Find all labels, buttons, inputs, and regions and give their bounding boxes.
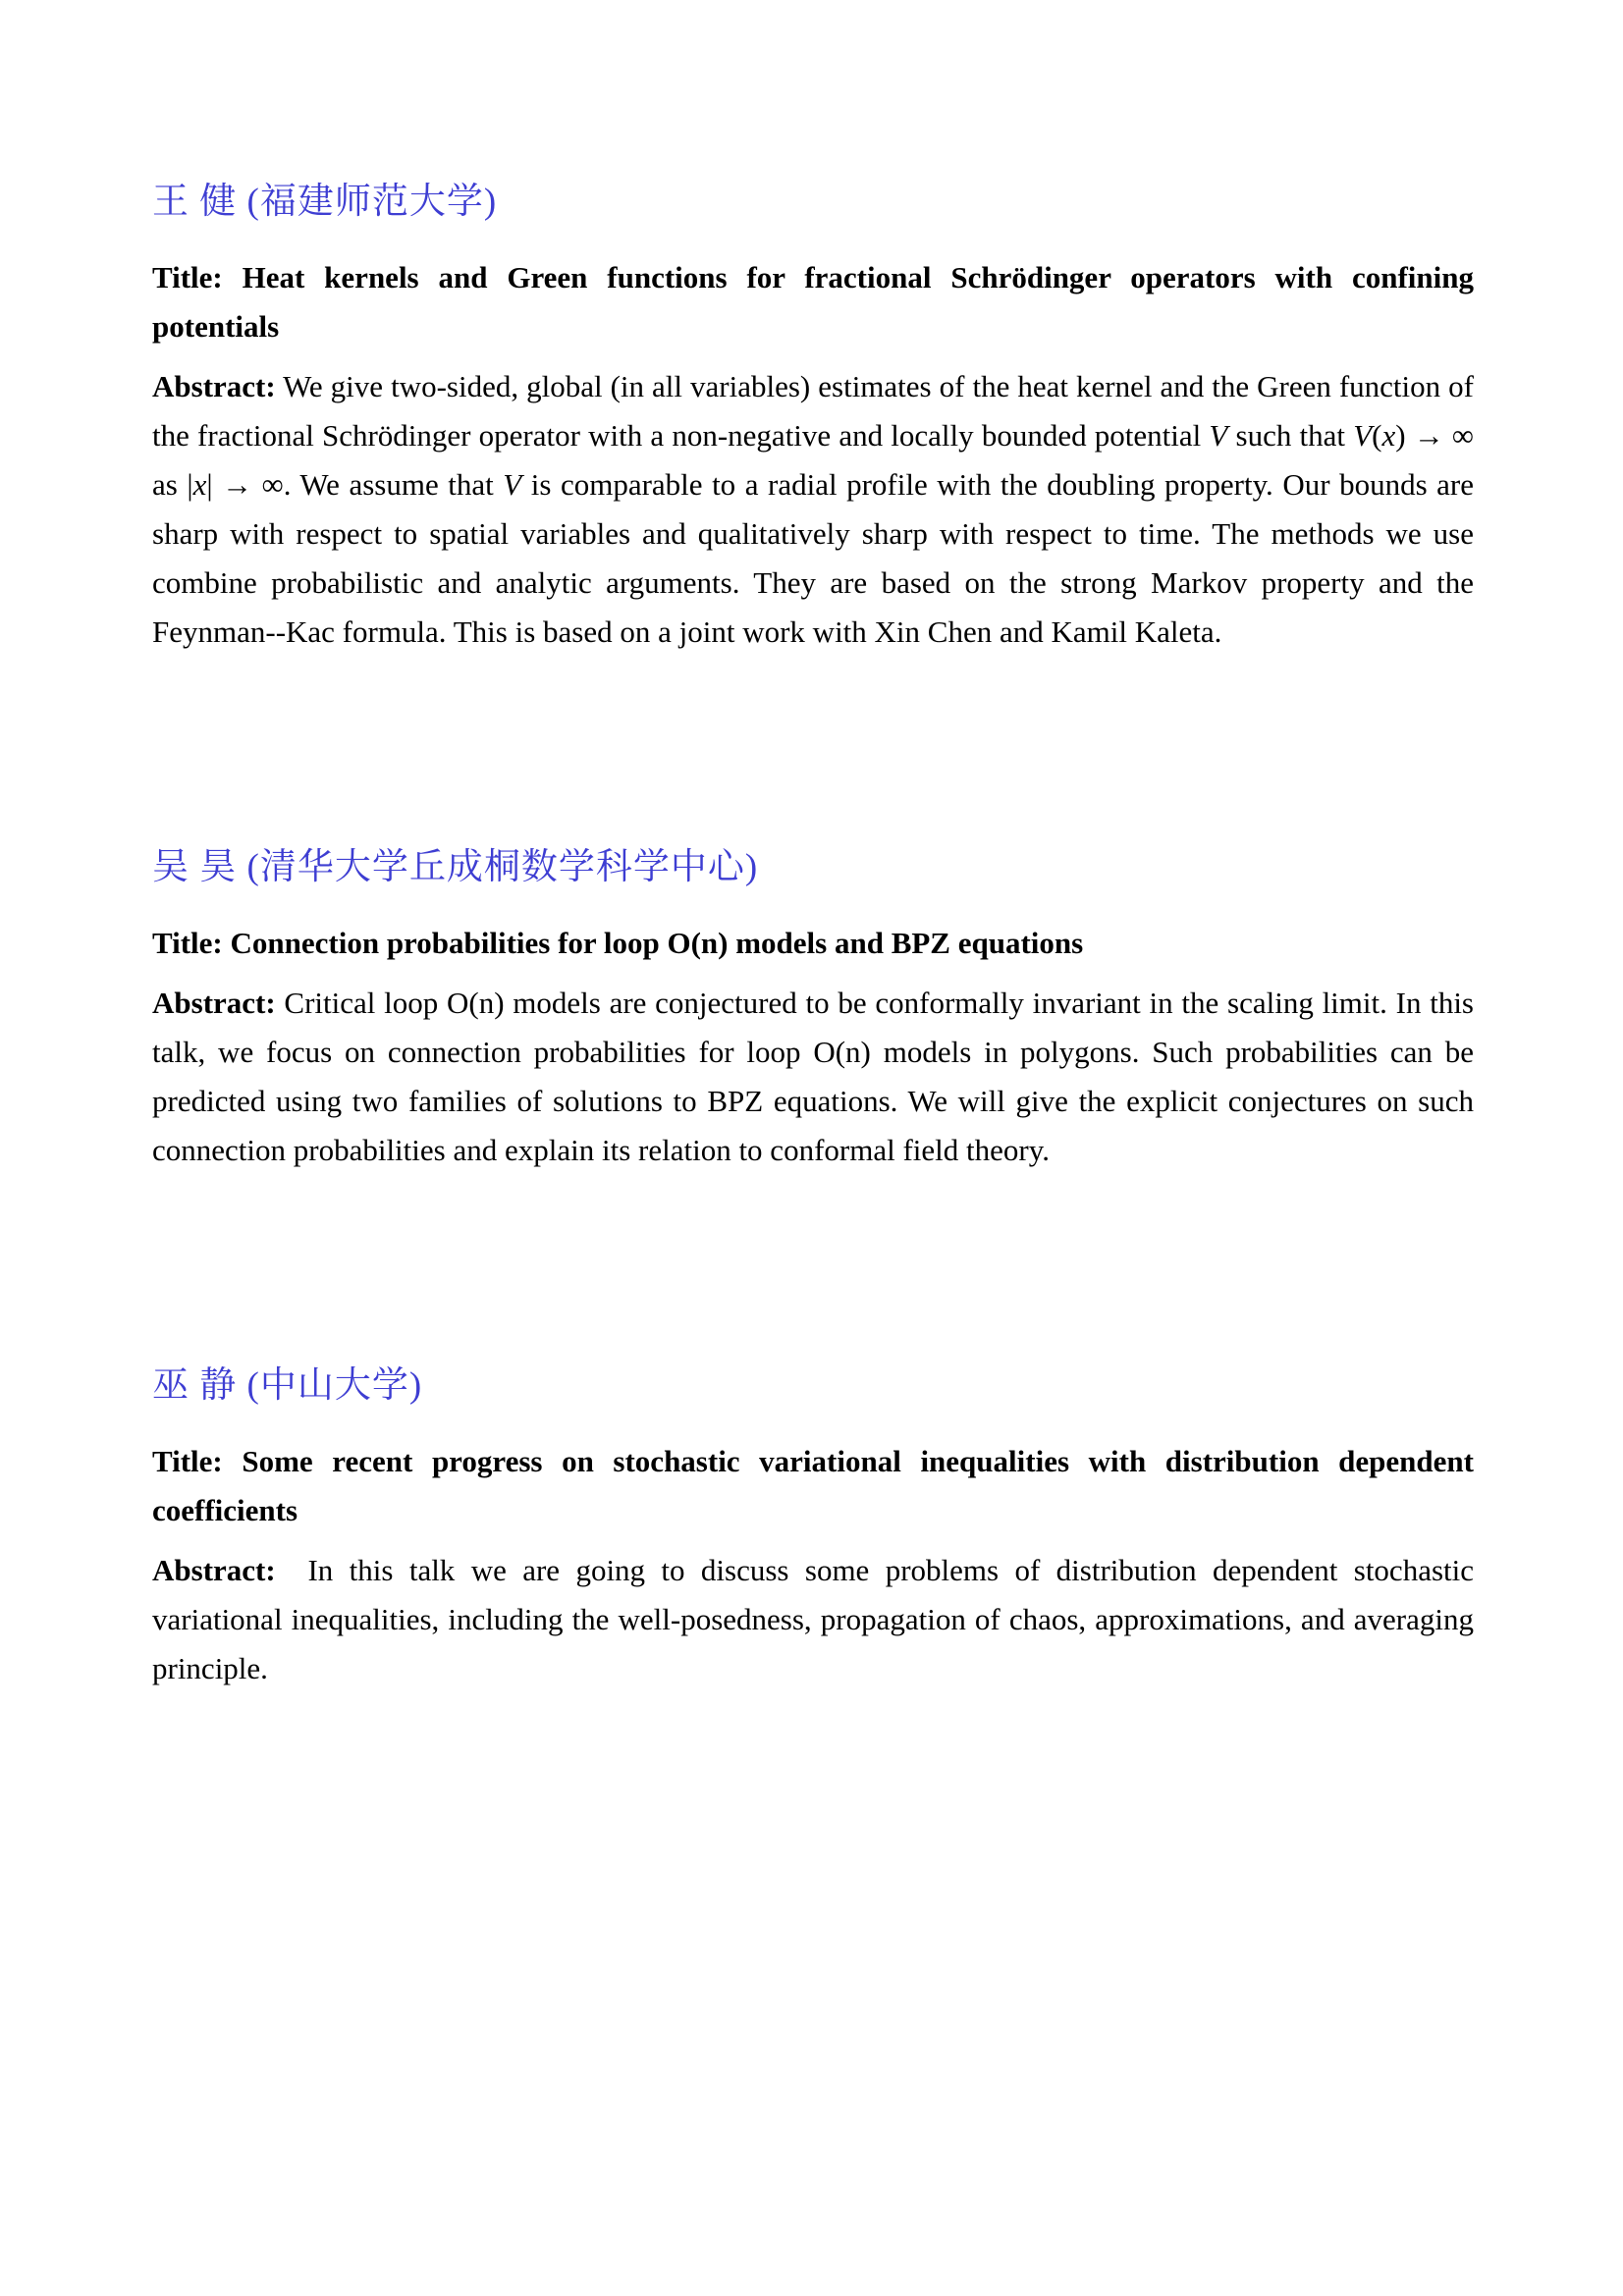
title-text: Heat kernels and Green functions for fractional Schrödinger operators with confining potentials	[152, 260, 1474, 344]
title-text: Connection probabilities for loop O(n) models and BPZ equations	[222, 926, 1084, 960]
abstract-label: Abstract:	[152, 369, 276, 403]
talk-title	[152, 1437, 1474, 1535]
talk-title	[152, 919, 1474, 968]
abstract-text: In this talk we are going to discuss some problems of distribution dependent stochastic variational inequalities, including the well-posedness, propagation of chaos, approximations, and averaging principle.	[152, 1553, 1474, 1685]
speaker-heading: 巫 静 (中山大学)	[152, 1365, 423, 1406]
talk-abstract	[152, 362, 1474, 657]
speaker-heading: 吴 昊 (清华大学丘成桐数学科学中心)	[152, 847, 759, 887]
abstract-label: Abstract:	[152, 1553, 276, 1587]
abstract-label: Abstract:	[152, 986, 276, 1020]
title-label: Title:	[152, 926, 223, 960]
talk-section-2	[152, 845, 1474, 1175]
title-text: Some recent progress on stochastic variational inequalities with distribution dependent coefficients	[152, 1444, 1474, 1527]
talk-abstract	[152, 1546, 1474, 1693]
abstracts-content	[152, 180, 1474, 1693]
talk-title	[152, 253, 1474, 351]
abstract-text: We give two-sided, global (in all variables) estimates of the heat kernel and the Green function of the fractional Schrödinger operator with a non-negative and locally bounded potential V such that V(x) → ∞ as |x| → ∞. We assume that V is comparable to a radial profile with the doubling property. Our bounds are sharp with respect to spatial variables and qualitatively sharp with respect to time. The methods we use combine probabilistic and analytic arguments. They are based on the strong Markov property and the Feynman--Kac formula. This is based on a joint work with Xin Chen and Kamil Kaleta.	[152, 369, 1474, 649]
abstract-text: Critical loop O(n) models are conjectured to be conformally invariant in the scaling limit. In this talk, we focus on connection probabilities for loop O(n) models in polygons. Such probabilities can be predicted using two families of solutions to BPZ equations. We will give the explicit conjectures on such connection probabilities and explain its relation to conformal field theory.	[152, 986, 1474, 1167]
speaker-heading: 王 健 (福建师范大学)	[152, 182, 498, 222]
talk-abstract	[152, 979, 1474, 1175]
talk-section-3	[152, 1363, 1474, 1693]
title-label: Title:	[152, 260, 223, 294]
talk-section-1	[152, 180, 1474, 657]
title-label: Title:	[152, 1444, 223, 1478]
